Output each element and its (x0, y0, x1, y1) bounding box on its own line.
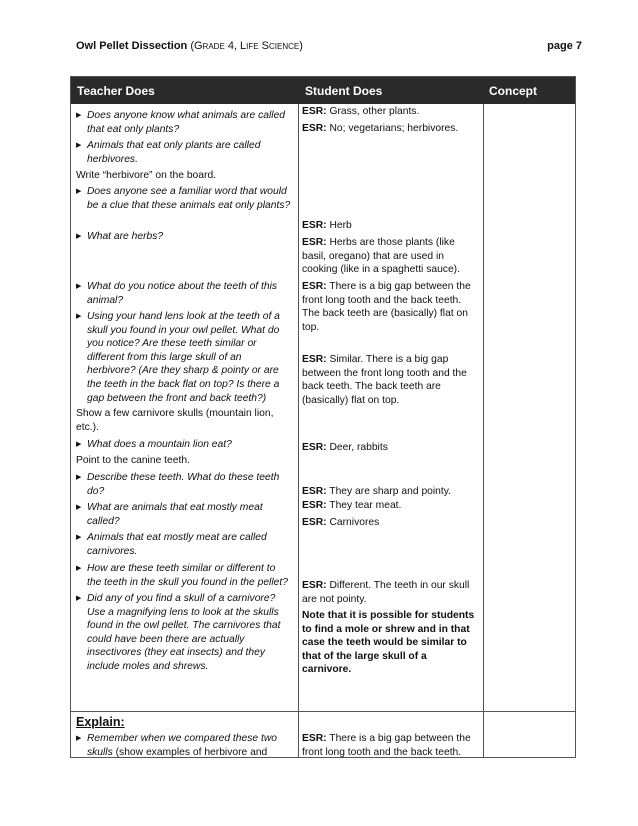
teacher-instruction: Point to the canine teeth. (76, 455, 190, 466)
teacher-question: ▶ How are these teeth similar or different to the teeth in the skull you found in the pellet? (76, 563, 288, 588)
bullet-icon: ▶ (76, 504, 82, 511)
title-main: Owl Pellet Dissection (76, 40, 188, 52)
student-response: ESR: Carnivores (302, 517, 380, 528)
page-header (76, 40, 582, 60)
bullet-icon: ▶ (76, 735, 82, 742)
section-heading-explain: Explain: (76, 715, 125, 729)
teacher-instruction: Show a few carnivore skulls (mountain lion, etc.). (76, 408, 274, 433)
bullet-icon: ▶ (76, 313, 82, 320)
teacher-question: ▶ Animals that eat only plants are called herbivores. (76, 140, 261, 165)
teacher-question: ▶ Did any of you find a skull of a carnivore? Use a magnifying lens to look at the skulls found in the owl pellet. The carnivores that could have been there are actually insectivores (they eat insects) and they include moles and shrews. (76, 593, 281, 672)
student-response: ESR: Grass, other plants. (302, 106, 420, 117)
row-divider (71, 711, 575, 712)
bullet-icon: ▶ (76, 565, 82, 572)
bullet-icon: ▶ (76, 188, 82, 195)
bullet-icon: ▶ (76, 474, 82, 481)
student-response: ESR: Herb (302, 220, 352, 231)
teacher-instruction: Write “herbivore” on the board. (76, 170, 217, 181)
student-response: ESR: Similar. There is a big gap between the front long tooth and the back teeth. The back teeth are (basically) flat on top. (302, 354, 467, 406)
teacher-note: Note that it is possible for students to find a mole or shrew and in that case the teeth would be similar to that of the large skull of a carnivore. (302, 610, 475, 676)
teacher-question: ▶ What does a mountain lion eat? (76, 439, 232, 450)
table-header-row (71, 77, 575, 104)
lesson-table (70, 76, 576, 758)
bullet-icon: ▶ (76, 534, 82, 541)
student-response: ESR: They tear meat. (302, 500, 402, 511)
page-number: page 7 (547, 40, 582, 52)
student-response: ESR: There is a big gap between the front long tooth and the back teeth. The back teeth are (basically) flat on top. (302, 281, 471, 333)
teacher-question: ▶ What do you notice about the teeth of this animal? (76, 281, 278, 306)
student-response: ESR: Deer, rabbits (302, 442, 388, 453)
teacher-question: ▶ What are herbs? (76, 231, 164, 242)
student-response: ESR: Different. The teeth in our skull are not pointy. (302, 580, 470, 605)
column-divider (483, 104, 484, 757)
title-subtitle: (Grade 4, Life Science) (190, 40, 303, 52)
student-response: ESR: No; vegetarians; herbivores. (302, 123, 459, 134)
teacher-question: ▶ Describe these teeth. What do these teeth do? (76, 472, 280, 497)
student-response: ESR: They are sharp and pointy. (302, 486, 452, 497)
bullet-icon: ▶ (76, 233, 82, 240)
teacher-question: ▶ Animals that eat mostly meat are called carnivores. (76, 532, 267, 557)
student-response: ESR: Herbs are those plants (like basil, oregano) that are used in cooking (like in a spaghetti sauce). (302, 237, 460, 276)
column-header-teacher: Teacher Does (77, 84, 155, 98)
column-header-student: Student Does (305, 84, 383, 98)
bullet-icon: ▶ (76, 142, 82, 149)
bullet-icon: ▶ (76, 112, 82, 119)
document-title (76, 40, 303, 52)
student-response: ESR: There is a big gap between the front long tooth and the back teeth. (302, 733, 471, 758)
teacher-question: ▶ Does anyone know what animals are called that eat only plants? (76, 110, 286, 135)
teacher-question: ▶ Does anyone see a familiar word that would be a clue that these animals eat only plants? (76, 186, 291, 211)
bullet-icon: ▶ (76, 595, 82, 602)
column-divider (298, 104, 299, 757)
column-header-concept: Concept (489, 84, 537, 98)
bullet-icon: ▶ (76, 441, 82, 448)
teacher-question: ▶ What are animals that eat mostly meat called? (76, 502, 263, 527)
bullet-icon: ▶ (76, 283, 82, 290)
teacher-question: ▶ Using your hand lens look at the teeth of a skull you found in your owl pellet. What do you notice? Are these teeth similar or different from this large skull of an herbivore? (Are they sharp & pointy or are the teeth in the back flat on top? Is there a gap between the front and back teeth?) (76, 311, 280, 404)
teacher-question: ▶ Remember when we compared these two skulls (show examples of herbivore and (76, 733, 278, 758)
